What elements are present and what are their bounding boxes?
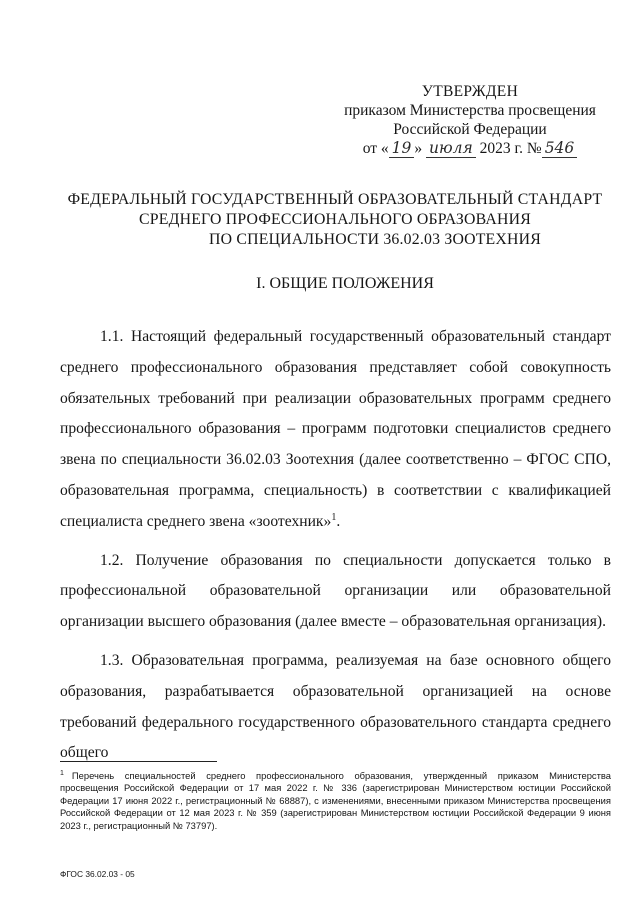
footnote	[60, 770, 611, 832]
paragraph-1-2: 1.2. Получение образования по специальности допускается только в профессиональной образовательной организации или образовательной организации высшего образования (далее вместе – образовательная организация).	[60, 551, 611, 631]
title-line-1: ФЕДЕРАЛЬНЫЙ ГОСУДАРСТВЕННЫЙ ОБРАЗОВАТЕЛЬНЫЙ СТАНДАРТ	[67, 191, 603, 208]
footnote-text: Перечень специальностей среднего профессионального образования, утвержденный приказом Министерства просвещения Российской Федерации от 17 мая 2022 г. № 336 (зарегистрирован Министерством юстиции Российской Федерации 17 июня 2022 г., регистрационный № 68887), с изменениями, внесенными приказом Министерства просвещения Российской Федерации от 12 мая 2023 г. № 359 (зарегистрирован Министерством юстиции Российской Федерации 9 июня 2023 г., регистрационный № 73797).	[60, 770, 611, 831]
date-mid: »	[414, 140, 427, 157]
footnote-mark: 1	[60, 769, 64, 777]
approval-block	[330, 82, 610, 158]
handwritten-day: 19	[389, 139, 415, 158]
document-body	[60, 322, 611, 777]
paragraph-1-1	[60, 322, 611, 538]
footnote-divider	[60, 761, 217, 762]
section-heading: I. ОБЩИЕ ПОЛОЖЕНИЯ	[256, 275, 434, 292]
approval-heading: УТВЕРЖДЕН	[421, 83, 519, 100]
title-line-2: СРЕДНЕГО ПРОФЕССИОНАЛЬНОГО ОБРАЗОВАНИЯ	[139, 211, 531, 228]
page-code: ФГОС 36.02.03 - 05	[60, 869, 135, 879]
approval-order-line: приказом Министерства просвещения	[344, 102, 596, 119]
footnote-reference: 1	[331, 511, 337, 523]
document-title	[60, 190, 610, 250]
paragraph-1-1-text: 1.1. Настоящий федеральный государственный образовательный стандарт среднего профессионального образования представляет собой совокупность обязательных требований при реализации образовательных программ среднего профессионального образования – программ подготовки специалистов среднего звена по специальности 36.02.03 Зоотехния (далее соответственно – ФГОС СПО, образовательная программа, специальность) в соответствии с квалификацией специалиста среднего звена «зоотехник»	[60, 328, 611, 530]
title-line-3: ПО СПЕЦИАЛЬНОСТИ 36.02.03 ЗООТЕХНИЯ	[209, 231, 541, 248]
approval-date-line	[330, 139, 610, 158]
handwritten-month: июля	[426, 139, 476, 158]
paragraph-1-3: 1.3. Образовательная программа, реализуемая на базе основного общего образования, разрабатывается образовательной организацией на основе требований федерального государственного образовательного стандарта среднего общего	[60, 651, 611, 762]
date-prefix: от «	[362, 140, 389, 157]
paragraph-1-1-end: .	[336, 512, 341, 530]
date-year: 2023 г. №	[475, 140, 542, 157]
approval-country-line: Российской Федерации	[393, 121, 547, 138]
handwritten-number: 546	[542, 139, 578, 158]
